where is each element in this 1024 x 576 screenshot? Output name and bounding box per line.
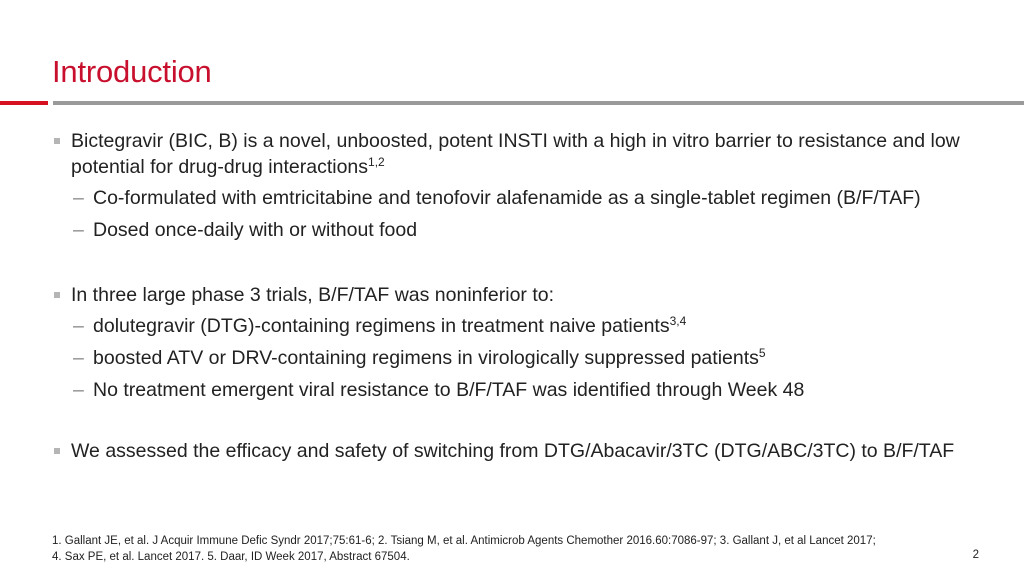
bullet-item [52, 128, 972, 180]
square-bullet-icon [54, 448, 60, 454]
sub-bullet-item [52, 216, 972, 244]
square-bullet-icon [54, 292, 60, 298]
sub-bullet-item [52, 184, 972, 212]
sub-bullet-item [52, 376, 972, 404]
bullet-text: We assessed the efficacy and safety of switching from DTG/Abacavir/3TC (DTG/ABC/3TC) to B/F/TAF [71, 440, 955, 462]
sub-bullet-text: Co-formulated with emtricitabine and tenofovir alafenamide as a single-tablet regimen (B/F/TAF) [93, 187, 921, 209]
sub-bullet-text: No treatment emergent viral resistance to B/F/TAF was identified through Week 48 [93, 379, 805, 401]
sub-bullet-text: dolutegravir (DTG)-containing regimens in treatment naive patients [93, 315, 670, 337]
square-bullet-icon [54, 138, 60, 144]
bullet-text: In three large phase 3 trials, B/F/TAF was noninferior to: [71, 284, 555, 306]
dash-bullet-icon: – [73, 315, 84, 337]
citation: 1,2 [368, 155, 385, 169]
bullet-text: Bictegravir (BIC, B) is a novel, unboosted, potent INSTI with a high in vitro barrier to resistance and low potential for drug-drug interactions [71, 130, 960, 178]
bullet-item [52, 438, 972, 464]
sub-bullet-text: boosted ATV or DRV-containing regimens in virologically suppressed patients [93, 347, 759, 369]
title-rule-accent [0, 101, 48, 105]
bullet-list [52, 128, 972, 464]
dash-bullet-icon: – [73, 219, 84, 241]
page-number: 2 [972, 549, 979, 561]
bullet-item [52, 282, 972, 308]
footnote-line: 1. Gallant JE, et al. J Acquir Immune Defic Syndr 2017;75:61-6; 2. Tsiang M, et al. Antimicrob Agents Chemother 2016.60:7086-97; 3. Gallant J, et al Lancet 2017; [52, 535, 876, 547]
title-rule [53, 101, 1024, 105]
sub-bullet-text: Dosed once-daily with or without food [93, 219, 418, 241]
footnotes [52, 533, 972, 565]
footnote-line: 4. Sax PE, et al. Lancet 2017. 5. Daar, ID Week 2017, Abstract 67504. [52, 551, 410, 563]
dash-bullet-icon: – [73, 187, 84, 209]
dash-bullet-icon: – [73, 379, 84, 401]
citation: 3,4 [669, 314, 687, 328]
sub-bullet-item [52, 344, 972, 372]
citation: 5 [758, 346, 766, 360]
slide-title: Introduction [52, 54, 212, 89]
dash-bullet-icon: – [73, 347, 84, 369]
sub-bullet-item [52, 312, 972, 340]
